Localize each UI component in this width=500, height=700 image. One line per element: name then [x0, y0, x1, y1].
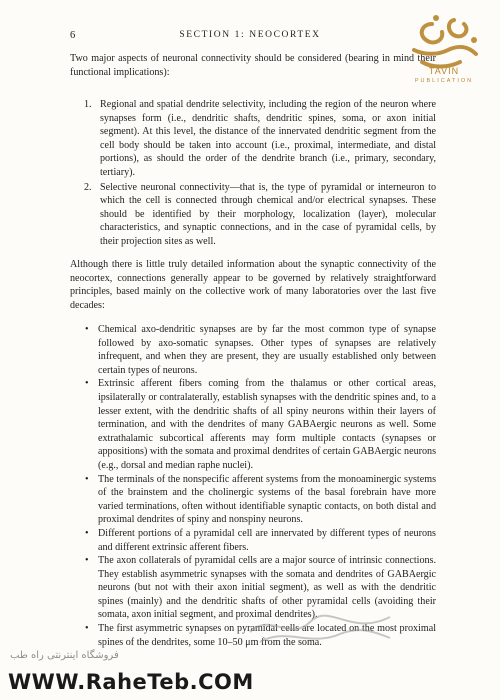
- bullet-icon: •: [85, 527, 89, 539]
- list-item-text: The terminals of the nonspecific afferent systems from the monoaminergic systems of the brainstem and the cholinergic systems of the basal forebrain have more varied terminations, often without identifiable synaptic contacts, on both distal and proximal dendrites of spiny and nonspiny neurons.: [98, 473, 436, 526]
- logo-text: TAVIN: [428, 66, 460, 76]
- watermark-swirl-icon: [240, 592, 400, 652]
- bullet-icon: •: [85, 378, 89, 390]
- list-item-text: Selective neuronal connectivity—that is, the type of pyramidal or interneuron to which the cell is connected through chemical and/or electrical synapses. These should be identified by their morphology, localization (layer), molecular characteristics, and synaptic connections, and in the case of pyramidal cells, by their projection sites as well.: [100, 181, 436, 247]
- bullet-icon: •: [85, 555, 89, 567]
- bullet-icon: •: [85, 623, 89, 635]
- list-number: 2.: [84, 181, 92, 193]
- list-item: [84, 527, 436, 554]
- list-item: [84, 323, 436, 377]
- list-item: [84, 181, 436, 249]
- list-item: [84, 98, 436, 180]
- running-head: SECTION 1: NEOCORTEX: [179, 30, 321, 40]
- list-item-text: Regional and spatial dendrite selectivity, including the region of the neuron where synapses form (i.e., dendritic shafts, dendritic spines, soma, or axon initial segment). At this level, the distance of the innervated dendritic segment from the cell body should be taken into account (i.e., proximal, intermediate, and distal portions), as should the order of the dendrite branch (i.e., primary, secondary, tertiary).: [100, 99, 436, 178]
- bullet-icon: •: [85, 473, 89, 485]
- list-number: 1.: [84, 99, 92, 110]
- watermark-persian-text: فروشگاه اینترنتی راه طب: [10, 650, 119, 661]
- list-item-text: Different portions of a pyramidal cell are innervated by different types of neurons and different extrinsic afferent fibers.: [98, 527, 436, 553]
- page-number: 6: [70, 30, 76, 41]
- publisher-logo-icon: [392, 10, 492, 110]
- list-item: [84, 377, 436, 472]
- bullet-icon: •: [85, 324, 89, 335]
- list-item-text: The axon collaterals of pyramidal cells are a major source of intrinsic connections. They establish asymmetric synapses with the somata and dendrites of GABAergic neurons (but not with their axon initial segment), as well as with the dendritic spines (mainly) and the dendritic shafts of other pyramidal cells (avoiding their somata, axon initial segment, and proximal dendrites).: [98, 555, 436, 621]
- list-item-text: Chemical axo-dendritic synapses are by far the most common type of synapse followed by axo-somatic synapses. Other types of synapses are relatively infrequent, and when they are present, they are usually established only between certain types of neurons.: [98, 324, 436, 376]
- watermark-url: WWW.RaheTeb.COM: [8, 670, 254, 694]
- list-item-text: Extrinsic afferent fibers coming from the thalamus or other cortical areas, ipsilaterally or contralaterally, establish synapses with the dendritic spines and, to a lesser extent, with the dendritic shafts of all spiny neurons within their layers of termination, and with the dendrites of many GABAergic neurons as well. Some extrathalamic subcortical afferents may form multiple contacts (synapses or appositions) with the somata and proximal dendrites of certain GABAergic neurons (e.g., dorsal and median raphe nuclei).: [98, 378, 436, 471]
- intro-paragraph: Two major aspects of neuronal connectivity should be considered (bearing in mind their functional implications):: [70, 53, 436, 78]
- list-item: [84, 473, 436, 527]
- logo-subtext: PUBLICATION: [414, 78, 474, 84]
- aspects-list: [84, 98, 436, 250]
- list-item-text: The first asymmetric synapses on pyramidal cells are located on the most proximal spines of the dendrites, some 10–50 μm from the soma.: [98, 623, 436, 648]
- body-paragraph: Although there is little truly detailed information about the synaptic connectivity of the neocortex, connections generally appear to be governed by relatively straightforward principles, based mainly on the collective work of many laboratories over the last five decades:: [70, 259, 436, 311]
